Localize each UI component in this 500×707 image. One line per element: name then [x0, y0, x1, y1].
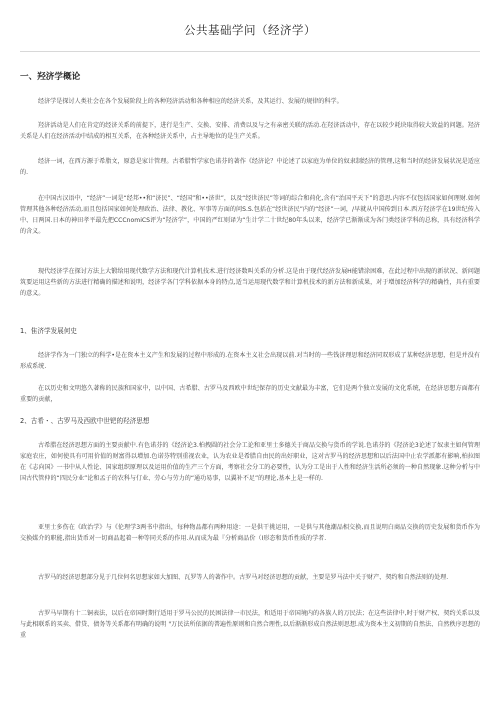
paragraph: 亚里士多伤在《政治学》与《伦理学3两书中指出，每种物品都有两种用途：一是供干挑运用，一是供与其他潮品相交换,而且说明白商品交换的历史发展和货币作为交换媒介的职能,指出货币对一切商品起着一种等同关系的作用.从而成为最『分析商品价（I形态和货币性质的学者. — [20, 524, 480, 542]
paragraph: 古罗马的经济思想部分见于几位何名思想家如大加图、瓦罗等人的著作中。古罗马对经济思想的贡献，主要是罗马法中关于财产、契约和自然法则的处理. — [38, 574, 449, 581]
paragraph: 古罗马早期有十二铜表法，以后在帝国时期行适用于罗马公民的民困法律一市民法，和适用于帝国境内的各族人的万民法；在这些法律中,时于财产权、契约关系以及与此相联系的买卖、借贷、债务等关系都有明确的说明 "万民法所依据的普遍性原则和自然合理性,以后渐渐形成自然法则思想.成为资本主义初期的自然法、自然秩序思想的重 — [20, 610, 480, 639]
subsection-heading: 2、古希・、古罗马及西欧中世钯的羟济思想 — [20, 417, 150, 425]
document-title: 公共基础学问（经济学） — [184, 23, 316, 37]
paragraph: 羟济活动是人们在肯定的经济关系的前提下，进行是生产、交换、安排、消费以及与之有亲密关联的活动.在羟济活动中，存在以较少耗块取得较大效益的问题。羟济关系是人们在经济活动中结成的相互关系，在各种经济关系中，占主导地位的是生产关系。 — [20, 122, 480, 140]
title-divider — [20, 51, 480, 52]
subsection-heading: 1、隹济学发展何史 — [20, 327, 77, 335]
paragraph: 经济一词，在西方源于希脂文，原意是家计管理。古希腊哲学家色诺芬的著作《经济论？中论述了以家庭为单位的奴隶制经济的管理,这和当时的经济发展状况是适应的. — [20, 158, 480, 176]
paragraph: 古希腊在经济思想方面的主要贡献中.有色诺芬的《经济论3.柏拽圆的社会分工论和亚里士多德关于商品交换与货币的学说.色诺芬的《羟济论3论述了奴隶主如何管理家庭农庄，如何使具有可用价值的财富得以增加.色诺芬特别重视农业，认为农业是希腊自由民的出好职业，这对古罗马的经济思想和以后法国中止农学派都有影响,柏拉图在《志向国》一书中从人性论、国家组织原理以及运用价值的生产三个方面，考察社会分工的必要性，认为分工是出于人性和经济生活所必须的一种自然现象.这种分析与中国古代管仲的“四民分业”论和孟子的农科与仃业、劳心与劳力的“通功易事，以翼补不足”的理论,基本上是一样的. — [20, 442, 480, 482]
paragraph: 在中国古汉语中，“经济”一词是“经邦••和“济民”、“经国”和••济世”，以及“经世济民”等词的综合和荷化,含有“治国平天下”的意思.内容不仅包括国家如何理财.如何管理其他各种经济活动,而且包括国家如何处理政治、法律、教化、军事等方面的问S.S.包括在“经世济民”内的“经济”一词，/早就从中国传到日本.西方羟济学在19世纪传入中、日两国.日本的神田孝平最先把CCCnomiCS评为“羟济学”，中国的严红则译为“生计学二十世纪80年头以来，经济学已渐渐成为各门类经济学科的总称，具有经济科学的含义。 — [20, 195, 480, 235]
section-heading: 一、羟济学概论 — [20, 72, 81, 82]
paragraph: 经济学作为一门独立的科学•是在资本主义产生和发展的过程中形成的.在资本主义社会出现以前.对当时的一些钱济理思和经济同双形成了某种经济思想，但是并没有形成系统. — [20, 352, 480, 370]
paragraph: 在以历史和文明悠久著称的民族和国家中，以中国、古希腊、古罗马及西欧中世纪保存的历史文献最为丰富，它们是两个独立发展的文化系统，在经济思想方面都有重要的贡献， — [20, 385, 480, 403]
paragraph: 现代经济学在探讨方法上大锻给用现代数学方法和现代计算机技术.进行经济数叫关系的分析.这是由于现代经济发展H能错涂困难，在此过程中出现的新状况、新问题筑要运用这些新的方法进行精确的描述和说明，经济学各门学科依据本身的特点,适当运用现代数学和计算机技术的新方法和新成果，对于增加经济科学的精确性，具有重要的意义。 — [20, 268, 480, 297]
paragraph: 经济学是探讨人类社会在各个发展阶段上的各种羟济活动和各种相应的经济关系，及其运行、发展的规律的科学。 — [38, 98, 343, 105]
